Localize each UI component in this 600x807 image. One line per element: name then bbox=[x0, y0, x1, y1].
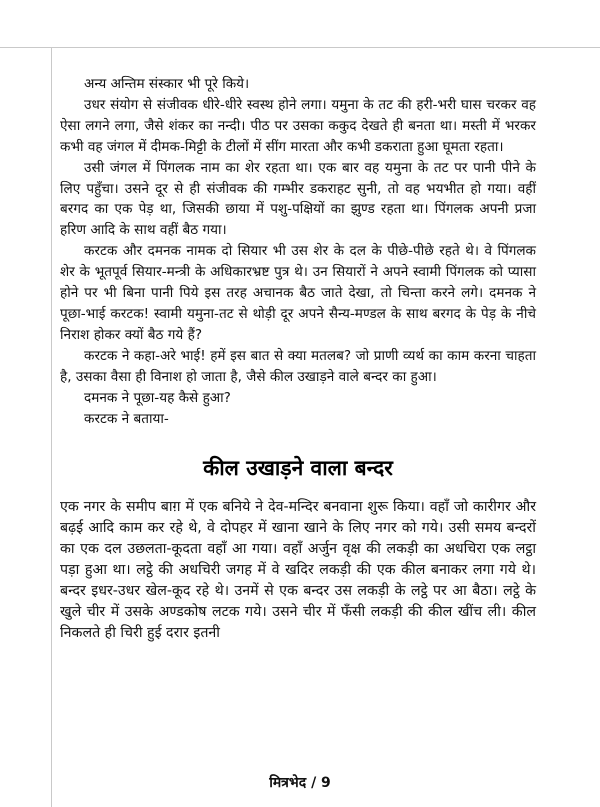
story-paragraph: एक नगर के समीप बाग़ में एक बनिये ने देव-मन्दिर बनवाना शुरू किया। वहाँ जो कारीगर और बढ़ई आदि काम कर रहे थे, वे दोपहर में खाना खाने के लिए नगर को गये। उसी समय बन्दरों का एक दल उछलता-कूदता वहाँ आ गया। वहाँ अर्जुन वृक्ष की लकड़ी का अधचिरा एक लट्ठा पड़ा हुआ था। लट्ठे की अधचिरी जगह में वे खदिर लकड़ी की एक कील बनाकर लगा गये थे। बन्दर इधर-उधर खेल-कूद रहे थे। उनमें से एक बन्दर उस लकड़ी के लट्ठे पर आ बैठा। लट्ठे के खुले चीर में उसके अण्डकोष लटक गये। उसने चीर में फँसी लकड़ी की कील खींच ली। कील निकलते ही चिरी हुई दरार इतनी bbox=[60, 499, 536, 641]
page-left-border bbox=[51, 47, 52, 807]
page-top-border bbox=[0, 47, 600, 48]
story-title: कील उखाड़ने वाला बन्दर bbox=[203, 456, 393, 481]
paragraph-6: दमनक ने पूछा-यह कैसे हुआ? bbox=[84, 389, 231, 406]
paragraph-2: उधर संयोग से संजीवक धीरे-धीरे स्वस्थ होने लगा। यमुना के तट की हरी-भरी घास चरकर वह ऐसा लगने लगा, जैसे शंकर का नन्दी। पीठ पर उसका ककुद देखते ही बनता था। मस्ती में भरकर कभी वह जंगल में दीमक-मिट्टी के टीलों में सींग मारता और कभी डकराता हुआ घूमता रहता। bbox=[60, 96, 536, 155]
page-footer: मित्रभेद / 9 bbox=[269, 775, 331, 791]
paragraph-7: करटक ने बताया- bbox=[84, 410, 169, 427]
paragraph-4: करटक और दमनक नामक दो सियार भी उस शेर के दल के पीछे-पीछे रहते थे। वे पिंगलक शेर के भूतपूर्व सियार-मन्त्री के अधिकारभ्रष्ट पुत्र थे। उन सियारों ने अपने स्वामी पिंगलक को प्यासा होने पर भी बिना पानी पिये इस तरह अचानक बैठ जाते देखा, तो चिन्ता करने लगे। दमनक ने पूछा-भाई करटक! स्वामी यमुना-तट से थोड़ी दूर अपने सैन्य-मण्डल के साथ बरगद के पेड़ के नीचे निराश होकर क्यों बैठ गये हैं? bbox=[60, 243, 536, 343]
paragraph-1: अन्य अन्तिम संस्कार भी पूरे किये। bbox=[84, 76, 250, 92]
paragraph-5: करटक ने कहा-अरे भाई! हमें इस बात से क्या मतलब? जो प्राणी व्यर्थ का काम करना चाहता है, उसका वैसा ही विनाश हो जाता है, जैसे कील उखाड़ने वाले बन्दर का हुआ। bbox=[60, 347, 536, 385]
page-body bbox=[60, 74, 536, 644]
paragraph-3: उसी जंगल में पिंगलक नाम का शेर रहता था। एक बार वह यमुना के तट पर पानी पीने के लिए पहुँचा। उसने दूर से ही संजीवक की गम्भीर डकराहट सुनी, तो वह भयभीत हो गया। वहीं बरगद का एक पेड़ था, जिसकी छाया में पशु-पक्षियों का झुण्ड रहता था। पिंगलक अपनी प्रजा हरिण आदि के साथ वहीं बैठ गया। bbox=[60, 159, 536, 239]
